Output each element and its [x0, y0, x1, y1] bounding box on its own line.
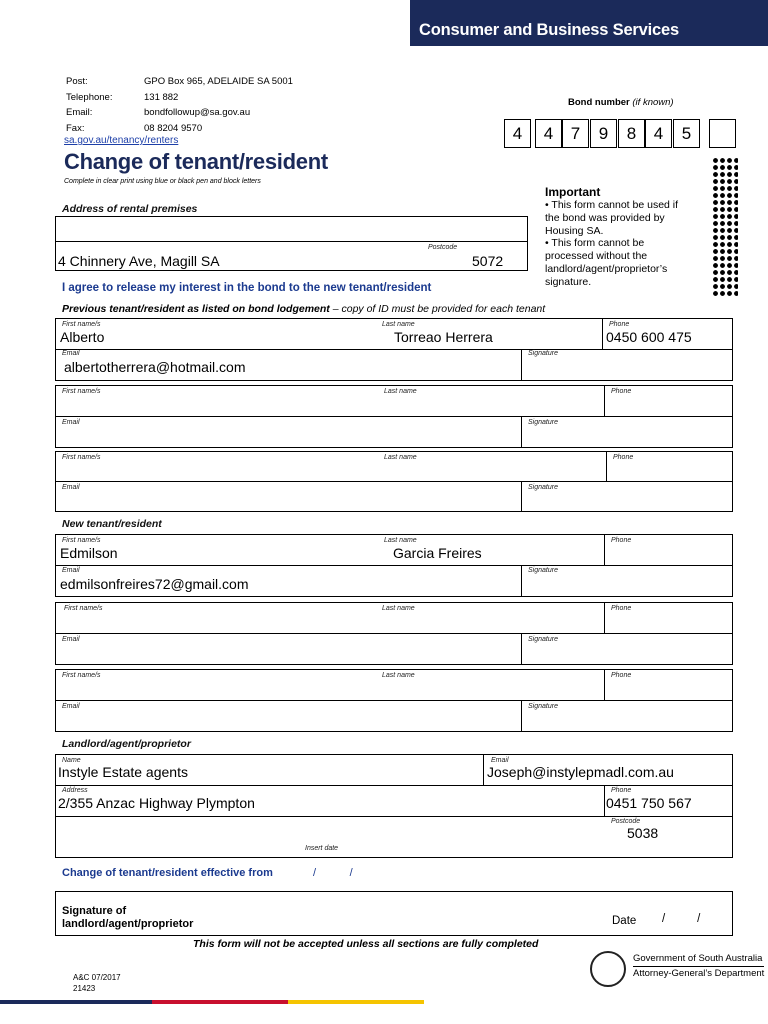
signature-label: Signature [528, 636, 558, 643]
email-label: Email [62, 484, 80, 491]
first-name-label: First name/s [62, 672, 101, 679]
email-value: bondfollowup@sa.gov.au [144, 107, 251, 118]
important-line: signature. [545, 275, 592, 288]
department-name: Attorney-General’s Department [633, 968, 765, 979]
completion-warning: This form will not be accepted unless all sections are fully completed [193, 938, 539, 950]
last-name-label: Last name [382, 672, 415, 679]
divider [55, 481, 733, 482]
divider [521, 349, 522, 381]
important-line: Housing SA. [545, 224, 604, 237]
signature-label-line: Signature of [62, 905, 127, 917]
signature-label: Signature [528, 567, 558, 574]
first-name-label: First name/s [62, 454, 101, 461]
new-tenant-heading: New tenant/resident [62, 518, 162, 530]
bond-digit-8[interactable] [709, 119, 736, 148]
telephone-label: Telephone: [66, 91, 113, 103]
previous-heading-text: Previous tenant/resident as listed on bond lodgement [62, 303, 330, 315]
phone-label: Phone [609, 321, 630, 328]
divider [521, 416, 522, 448]
previous-1-email[interactable]: albertotherrera@hotmail.com [64, 359, 246, 375]
bond-digit-3[interactable]: 7 [562, 119, 589, 148]
email-label: Email: [66, 107, 93, 118]
divider [604, 602, 605, 633]
last-name-label: Last name [384, 537, 417, 544]
signature-date-label: Date [612, 915, 637, 927]
important-line: landlord/agent/proprietor’s [545, 262, 668, 275]
landlord-address-value[interactable]: 2/355 Anzac Highway Plympton [58, 795, 255, 811]
government-logo-text [633, 953, 764, 980]
divider [483, 754, 484, 785]
divider [521, 565, 522, 597]
contact-labels [66, 74, 146, 136]
new-1-last-name[interactable]: Garcia Freires [393, 545, 482, 561]
signature-label: Signature [528, 419, 558, 426]
signature-label: Signature [528, 350, 558, 357]
sa-government-crest-icon [590, 951, 626, 987]
fax-value: 08 8204 9570 [144, 122, 203, 134]
divider [521, 481, 522, 512]
telephone-value: 131 882 [144, 91, 179, 103]
important-line: • This form cannot be used if [545, 199, 679, 211]
landlord-phone-value[interactable]: 0451 750 567 [606, 795, 692, 811]
landlord-postcode-value[interactable]: 5038 [627, 825, 659, 841]
post-label: Post: [66, 76, 88, 87]
email-label: Email [62, 703, 80, 710]
email-label: Email [62, 419, 80, 426]
email-label: Email [62, 636, 80, 643]
first-name-label: First name/s [64, 605, 103, 612]
signature-label: Signature [528, 703, 558, 710]
website-link[interactable]: sa.gov.au/tenancy/renters [64, 135, 179, 146]
divider [604, 534, 605, 565]
landlord-email-label: Email [491, 757, 509, 764]
divider [55, 633, 733, 634]
security-pattern [712, 157, 738, 298]
form-code: A&C 07/2017 [73, 973, 121, 982]
important-line: processed without the [545, 250, 648, 263]
phone-label: Phone [611, 672, 632, 679]
landlord-signature-field[interactable] [160, 892, 600, 935]
divider [604, 785, 605, 816]
premises-postcode-value[interactable]: 5072 [472, 253, 504, 269]
bond-label-text: Bond number [568, 97, 630, 108]
new-1-first-name[interactable]: Edmilson [60, 545, 118, 561]
phone-label: Phone [611, 388, 632, 395]
footer-stripe-yellow [288, 1000, 424, 1004]
first-name-label: First name/s [62, 537, 101, 544]
effective-date-field[interactable]: / / [313, 867, 353, 879]
premises-postcode-label: Postcode [428, 244, 458, 251]
divider [55, 349, 733, 350]
previous-1-first-name[interactable]: Alberto [60, 329, 105, 345]
divider [604, 669, 605, 700]
insert-date-label: Insert date [305, 845, 339, 852]
landlord-postcode-label: Postcode [611, 818, 641, 825]
divider [55, 700, 733, 701]
form-title: Change of tenant/resident [64, 149, 328, 174]
previous-1-last-name[interactable]: Torreao Herrera [394, 329, 493, 345]
divider [606, 451, 607, 481]
premises-heading: Address of rental premises [62, 203, 198, 215]
landlord-name-value[interactable]: Instyle Estate agents [58, 764, 188, 780]
signature-label-line: landlord/agent/proprietor [62, 918, 194, 930]
last-name-label: Last name [382, 321, 415, 328]
bond-digit-5[interactable]: 8 [618, 119, 645, 148]
previous-1-phone[interactable]: 0450 600 475 [606, 329, 692, 345]
premises-line-1[interactable] [55, 216, 528, 242]
landlord-phone-label: Phone [611, 787, 632, 794]
contact-values [144, 74, 364, 136]
bond-digit-2[interactable]: 4 [535, 119, 562, 148]
release-statement: I agree to release my interest in the bond to the new tenant/resident [62, 282, 432, 294]
phone-label: Phone [613, 454, 634, 461]
divider [55, 816, 733, 817]
important-line: • This form cannot be [545, 237, 645, 250]
fax-label: Fax: [66, 122, 85, 134]
previous-heading-note: – copy of ID must be provided for each tenant [332, 303, 546, 315]
phone-label: Phone [611, 537, 632, 544]
post-value: GPO Box 965, ADELAIDE SA 5001 [144, 76, 293, 87]
divider [604, 385, 605, 416]
instructions-text: Complete in clear print using blue or black pen and block letters [64, 178, 261, 185]
email-label: Email [62, 350, 80, 357]
divider [521, 633, 522, 665]
divider [55, 565, 733, 566]
last-name-label: Last name [384, 388, 417, 395]
divider [521, 700, 522, 732]
agency-name: Consumer and Business Services [419, 21, 679, 39]
important-notes [545, 199, 710, 289]
landlord-heading: Landlord/agent/proprietor [62, 738, 191, 750]
government-name: Government of South Australia [633, 953, 763, 964]
bond-digit-7[interactable]: 5 [673, 119, 700, 148]
bond-digit-4[interactable]: 9 [590, 119, 617, 148]
previous-heading [62, 303, 545, 315]
effective-date-label: Change of tenant/resident effective from [62, 867, 273, 879]
bond-number-label [568, 97, 674, 108]
important-line: the bond was provided by [545, 211, 665, 224]
last-name-label: Last name [384, 454, 417, 461]
landlord-address-label: Address [62, 787, 88, 794]
form-codes [73, 972, 121, 994]
first-name-label: First name/s [62, 321, 101, 328]
footer-stripe-navy [0, 1000, 152, 1004]
email-label: Email [62, 567, 80, 574]
premises-address-value[interactable]: 4 Chinnery Ave, Magill SA [58, 253, 220, 269]
divider [602, 318, 603, 349]
form-number: 21423 [73, 984, 96, 993]
phone-label: Phone [611, 605, 632, 612]
important-heading: Important [545, 185, 601, 199]
bond-digit-6[interactable]: 4 [645, 119, 672, 148]
first-name-label: First name/s [62, 388, 101, 395]
signature-label: Signature [528, 484, 558, 491]
agency-banner [410, 0, 768, 46]
landlord-email-value[interactable]: Joseph@instylepmadl.com.au [487, 764, 674, 780]
new-1-email[interactable]: edmilsonfreires72@gmail.com [60, 576, 249, 592]
footer-stripe-red [152, 1000, 288, 1004]
last-name-label: Last name [382, 605, 415, 612]
landlord-name-label: Name [62, 757, 81, 764]
bond-digit-1[interactable]: 4 [504, 119, 531, 148]
bond-hint-text: (if known) [632, 97, 674, 108]
divider [55, 785, 733, 786]
signature-date-field[interactable]: / / [662, 913, 701, 925]
divider [55, 416, 733, 417]
